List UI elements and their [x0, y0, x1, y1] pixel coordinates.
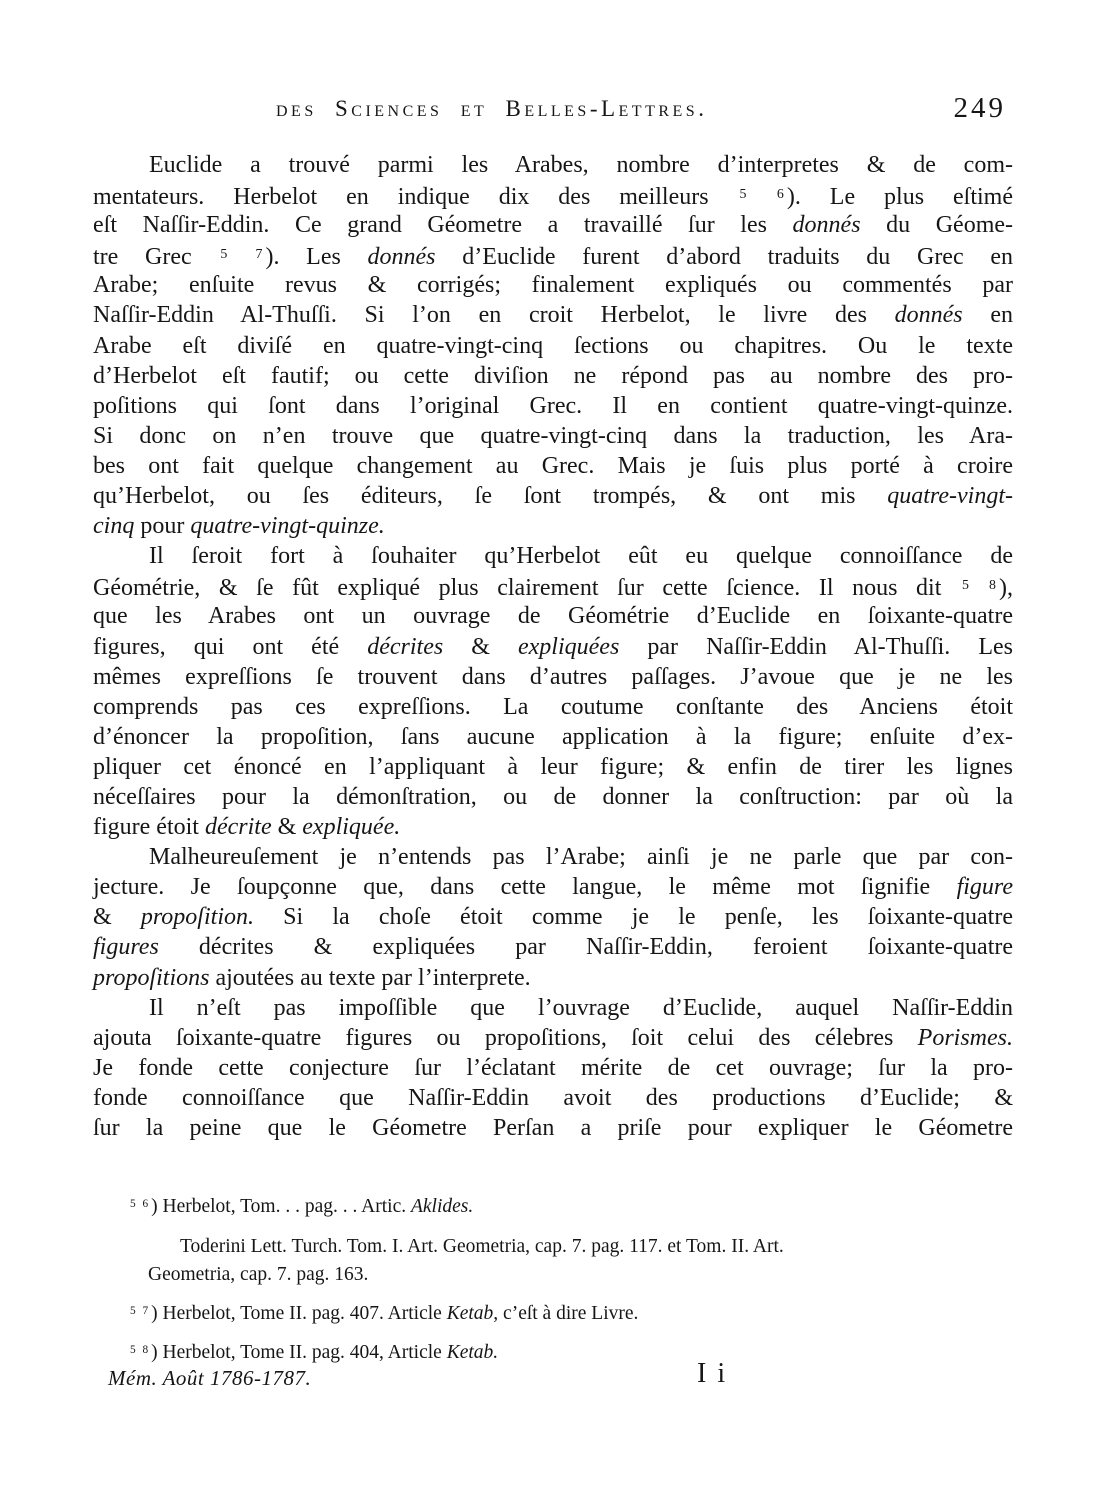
- text-segment: ſur la peine que le Géometre Perſan a priſe pour expliquer le Géometre: [93, 1115, 1013, 1141]
- footnote-ref: 5 6: [739, 187, 786, 203]
- footnote-line: [128, 1190, 1018, 1221]
- body-line: [93, 150, 1013, 180]
- text-segment: mêmes expreſſions ſe trouvent dans d’autres paſſages. J’avoue que je ne les: [93, 663, 1013, 690]
- text-segment: donnés: [367, 244, 436, 271]
- body-line: [93, 722, 1013, 752]
- body-line: [93, 842, 1013, 872]
- text-segment: Euclide a trouvé parmi les Arabes, nombre d’interpretes & de com-: [149, 152, 1013, 178]
- body-line: [93, 240, 1013, 270]
- text-segment: &: [93, 904, 141, 931]
- footnote-ref: 5 8: [962, 578, 998, 594]
- body-line: [93, 632, 1013, 662]
- text-segment: décrites: [367, 633, 444, 660]
- text-segment: expliquée.: [302, 814, 401, 841]
- text-segment: &: [443, 633, 518, 660]
- text-segment: Naſſir-Eddin Al-Thuſſi. Si l’on en croit Herbelot, le livre des: [93, 302, 895, 329]
- text-segment: figure: [956, 874, 1013, 901]
- body-line: [93, 1023, 1013, 1053]
- body-line: [93, 1083, 1013, 1113]
- text-segment: Si la choſe étoit comme je le penſe, les ſoixante-quatre: [253, 904, 1013, 931]
- body-line: [93, 451, 1013, 481]
- text-segment: figures: [93, 934, 159, 961]
- footnote-line: [128, 1297, 1018, 1328]
- text-segment: néceſſaires pour la démonſtration, ou de donner la conſtruction: par où la: [93, 783, 1013, 810]
- text-segment: poſitions qui ſont dans l’original Grec. Il en contient quatre-vingt-quinze.: [93, 392, 1013, 419]
- body-line: [93, 662, 1013, 692]
- text-segment: d’Euclide furent d’abord traduits du Grec en: [435, 244, 1013, 271]
- text-segment: &: [271, 814, 303, 841]
- text-segment: ajouta ſoixante-quatre figures ou propoſitions, ſoit celui des célebres: [93, 1024, 918, 1051]
- body-line: [93, 300, 1013, 330]
- body-line: [93, 1053, 1013, 1083]
- body-line: [93, 421, 1013, 451]
- text-segment: mentateurs. Herbelot en indique dix des meilleurs: [93, 183, 738, 210]
- body-line: [93, 361, 1013, 391]
- text-segment: par Naſſir-Eddin Al-Thuſſi. Les: [619, 633, 1014, 660]
- text-segment: ). Le plus eſtimé: [786, 183, 1013, 210]
- body-line: [93, 541, 1013, 571]
- body-line: [93, 391, 1013, 421]
- text-segment: en: [962, 302, 1014, 329]
- body-line: [93, 692, 1013, 722]
- text-segment: figure étoit: [93, 814, 205, 841]
- footnote-ref: 5 7: [130, 1304, 151, 1317]
- text-segment: ) Herbelot, Tom. . . pag. . . Artic.: [151, 1195, 411, 1217]
- text-segment: Aklides.: [410, 1195, 474, 1217]
- text-segment: Si donc on n’en trouve que quatre-vingt-cinq dans la traduction, les Ara-: [93, 422, 1013, 449]
- body-line: [93, 812, 1013, 842]
- body-line: [93, 331, 1013, 361]
- text-segment: tre Grec: [93, 244, 219, 271]
- text-segment: Toderini Lett. Turch. Tom. I. Art. Geometria, cap. 7. pag. 117. et Tom. II. Art.: [180, 1235, 784, 1257]
- text-segment: du Géome-: [860, 212, 1014, 239]
- body-line: [93, 601, 1013, 631]
- text-segment: donnés: [792, 212, 861, 239]
- body-line: [93, 902, 1013, 932]
- body-line: [93, 210, 1013, 240]
- text-segment: Il n’eſt pas impoſſible que l’ouvrage d’Euclide, auquel Naſſir-Eddin: [149, 994, 1013, 1021]
- text-segment: Arabe; enſuite revus & corrigés; finalement expliqués ou commentés par: [93, 272, 1013, 299]
- text-segment: comprends pas ces expreſſions. La coutume conſtante des Anciens étoit: [93, 693, 1013, 720]
- text-segment: Arabe eſt diviſé en quatre-vingt-cinq ſections ou chapitres. Ou le texte: [93, 332, 1013, 359]
- text-segment: ),: [999, 575, 1013, 602]
- text-segment: Ketab,: [446, 1302, 499, 1324]
- footnote-line: [180, 1233, 1018, 1261]
- footnote-line: [148, 1261, 1018, 1289]
- body-line: [93, 180, 1013, 210]
- footnote-line: [128, 1336, 1018, 1367]
- body-line: [93, 270, 1013, 300]
- text-segment: cinq: [93, 513, 135, 540]
- body-line: [93, 963, 1013, 993]
- body-text: [93, 150, 1013, 1143]
- body-line: [93, 481, 1013, 511]
- footnote-ref: 5 6: [130, 1198, 151, 1210]
- text-segment: ajoutées au texte par l’interprete.: [209, 964, 531, 991]
- page-number: 249: [953, 92, 1006, 124]
- text-segment: que les Arabes ont un ouvrage de Géométrie d’Euclide en ſoixante-quatre: [93, 603, 1013, 630]
- footnote-ref: 5 8: [130, 1343, 151, 1356]
- text-segment: d’Herbelot eſt fautif; ou cette diviſion ne répond pas au nombre des pro-: [93, 362, 1013, 389]
- text-segment: fonde connoiſſance que Naſſir-Eddin avoit des productions d’Euclide; &: [93, 1084, 1013, 1111]
- text-segment: ) Herbelot, Tome II. pag. 404, Article: [151, 1341, 447, 1363]
- body-line: [93, 993, 1013, 1023]
- text-segment: pliquer cet énoncé en l’appliquant à leur figure; & enfin de tirer les lignes: [93, 753, 1013, 780]
- text-segment: propoſitions: [93, 964, 210, 991]
- text-segment: quatre-vingt-: [887, 483, 1013, 510]
- text-segment: jecture. Je ſoupçonne que, dans cette langue, le même mot ſignifie: [93, 874, 957, 901]
- signature-mark: I i: [697, 1358, 728, 1389]
- text-segment: quatre-vingt-quinze.: [190, 513, 385, 540]
- text-segment: Geometria, cap. 7. pag. 163.: [148, 1263, 369, 1285]
- text-segment: Ketab.: [446, 1341, 499, 1363]
- body-line: [93, 1113, 1013, 1143]
- text-segment: figures, qui ont été: [93, 633, 368, 660]
- text-segment: donnés: [894, 302, 963, 329]
- text-segment: ). Les: [265, 244, 368, 271]
- text-segment: Géométrie, & ſe fût expliqué plus clairement ſur cette ſcience. Il nous dit: [93, 575, 960, 602]
- text-segment: décrite: [204, 814, 272, 841]
- body-line: [93, 571, 1013, 601]
- text-segment: propoſition.: [140, 904, 254, 931]
- footnote-ref: 5 7: [220, 247, 265, 263]
- volume-label: Mém. Août 1786-1787.: [108, 1366, 312, 1390]
- body-line: [93, 752, 1013, 782]
- text-segment: Il ſeroit fort à ſouhaiter qu’Herbelot eût eu quelque connoiſſance de: [149, 543, 1013, 570]
- text-segment: Je fonde cette conjecture ſur l’éclatant mérite de cet ouvrage; ſur la pro-: [93, 1054, 1013, 1081]
- body-line: [93, 511, 1013, 541]
- text-segment: ) Herbelot, Tome II. pag. 407. Article: [151, 1302, 447, 1324]
- text-segment: expliquées: [518, 633, 620, 660]
- footnotes: [128, 1190, 1018, 1366]
- text-segment: d’énoncer la propoſition, ſans aucune application à la figure; enſuite d’ex-: [93, 723, 1013, 750]
- body-line: [93, 932, 1013, 962]
- text-segment: c’eſt à dire Livre.: [498, 1302, 639, 1324]
- text-segment: Malheureuſement je n’entends pas l’Arabe; ainſi je ne parle que par con-: [149, 844, 1013, 871]
- text-segment: eſt Naſſir-Eddin. Ce grand Géometre a travaillé ſur les: [93, 212, 793, 239]
- text-segment: pour: [134, 513, 191, 540]
- body-line: [93, 872, 1013, 902]
- text-segment: qu’Herbelot, ou ſes éditeurs, ſe ſont trompés, & ont mis: [93, 483, 888, 510]
- text-segment: Porismes.: [917, 1024, 1013, 1051]
- text-segment: décrites & expliquées par Naſſir-Eddin, feroient ſoixante-quatre: [158, 934, 1013, 961]
- body-line: [93, 782, 1013, 812]
- running-head-title: des Sciences et Belles-Lettres.: [276, 96, 708, 121]
- text-segment: bes ont fait quelque changement au Grec. Mais je ſuis plus porté à croire: [93, 452, 1013, 479]
